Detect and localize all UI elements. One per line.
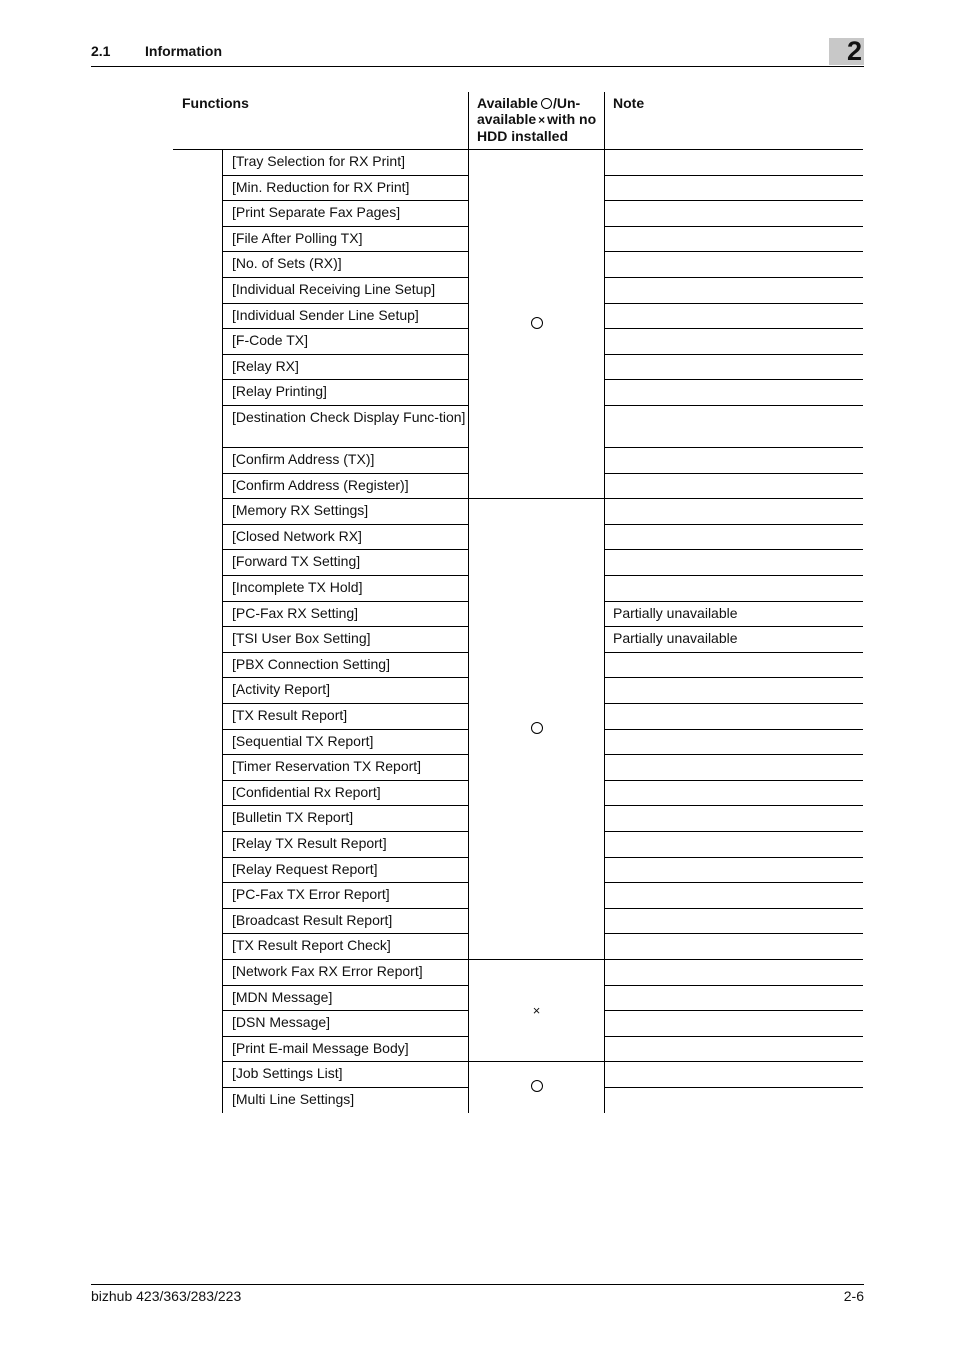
function-name: [Tray Selection for RX Print]: [232, 153, 405, 169]
function-name: [Job Settings List]: [232, 1065, 343, 1082]
column-rule: [468, 92, 469, 1113]
function-name: [Relay RX]: [232, 357, 299, 374]
column-header-functions: Functions: [182, 95, 249, 111]
unavailable-mark: [469, 1002, 604, 1018]
function-name: [Individual Sender Line Setup]: [232, 306, 419, 323]
table-row: [223, 575, 863, 601]
function-name: [TX Result Report Check]: [232, 937, 391, 954]
no-hdd-label: with no HDD installed: [477, 111, 597, 144]
available-label: Available: [477, 95, 538, 111]
table-row: [223, 549, 863, 575]
function-name: [Timer Reservation TX Report]: [232, 758, 422, 775]
function-name: [Closed Network RX]: [232, 527, 362, 544]
table-row: [223, 251, 863, 277]
circle-icon: [531, 722, 543, 734]
function-name: [MDN Message]: [232, 988, 333, 1005]
function-name: [TSI User Box Setting]: [232, 630, 371, 647]
function-name: [Confirm Address (TX)]: [232, 451, 375, 467]
function-name: [Confidential Rx Report]: [232, 783, 381, 800]
column-rule: [604, 92, 605, 1113]
section-number: 2.1: [91, 43, 111, 59]
function-note: Partially unavailable: [613, 630, 738, 647]
function-name: [Incomplete TX Hold]: [232, 579, 363, 595]
function-name: [DSN Message]: [232, 1014, 331, 1031]
cross-icon: ×: [538, 113, 546, 127]
table-row: [223, 626, 863, 652]
table-row: [223, 498, 863, 524]
table-row: [223, 652, 863, 678]
function-name: [Memory RX Settings]: [232, 502, 369, 519]
function-name: [Print E-mail Message Body]: [232, 1039, 409, 1056]
function-name: [Print Separate Fax Pages]: [232, 204, 401, 221]
chapter-number: 2: [846, 36, 862, 66]
table-row: [223, 601, 863, 627]
function-name: [PBX Connection Setting]: [232, 655, 390, 672]
table-row: [223, 149, 863, 175]
table-row: [223, 354, 863, 380]
function-note: Partially unavailable: [613, 604, 738, 621]
cross-icon: ×: [532, 1003, 541, 1019]
table-row: [223, 805, 863, 831]
table-row: [223, 933, 863, 959]
table-row: [223, 473, 863, 499]
table-row: [223, 328, 863, 354]
chapter-tab: [829, 38, 864, 65]
function-name: [Individual Receiving Line Setup]: [232, 281, 436, 297]
table-row: [223, 226, 863, 252]
circle-icon: [531, 317, 543, 329]
table-row: [223, 447, 863, 473]
page-footer: [91, 1284, 864, 1304]
table-row: [223, 831, 863, 857]
function-name: [Relay Request Report]: [232, 860, 378, 877]
available-mark: [469, 316, 604, 332]
table-row: [223, 882, 863, 908]
function-name: [PC-Fax TX Error Report]: [232, 886, 390, 903]
footer-page-number: 2-6: [843, 1288, 864, 1304]
function-name: [Activity Report]: [232, 681, 331, 698]
section-title: Information: [145, 43, 222, 59]
function-name: [Multi Line Settings]: [232, 1091, 355, 1107]
table-row: [223, 277, 863, 303]
function-name: [Sequential TX Report]: [232, 732, 374, 749]
table-row: [223, 908, 863, 934]
function-name: [Forward TX Setting]: [232, 553, 361, 570]
available-mark: [469, 721, 604, 737]
table-row: [223, 1036, 863, 1062]
table-row: [223, 959, 863, 985]
function-name: [Relay Printing]: [232, 383, 327, 400]
function-name: [Broadcast Result Report]: [232, 911, 393, 928]
circle-icon: [541, 98, 552, 109]
function-name: [Min. Reduction for RX Print]: [232, 178, 410, 195]
page-header: [91, 36, 864, 67]
function-name: [TX Result Report]: [232, 707, 348, 723]
available-mark: [469, 1079, 604, 1095]
table-row: [223, 175, 863, 201]
table-row: [223, 200, 863, 226]
column-header-note: Note: [613, 95, 645, 111]
table-row: [223, 379, 863, 405]
function-name: [Network Fax RX Error Report]: [232, 963, 423, 979]
function-name: [Destination Check Display Func-tion]: [232, 409, 466, 425]
function-name: [No. of Sets (RX)]: [232, 255, 342, 272]
table-row: [223, 857, 863, 883]
table-row: [223, 780, 863, 806]
function-name: [Confirm Address (Register)]: [232, 476, 409, 493]
column-header-availability: [477, 95, 599, 144]
circle-icon: [531, 1080, 543, 1092]
table-row: [223, 677, 863, 703]
function-name: [File After Polling TX]: [232, 229, 363, 246]
column-rule: [222, 149, 223, 1113]
function-name: [F-Code TX]: [232, 332, 308, 349]
table-row: [223, 405, 863, 447]
function-name: [Relay TX Result Report]: [232, 835, 387, 851]
table-row: [223, 524, 863, 550]
unavailable-label: /Un-available: [477, 95, 581, 127]
function-name: [Bulletin TX Report]: [232, 809, 354, 826]
function-name: [PC-Fax RX Setting]: [232, 604, 359, 621]
table-row: [223, 754, 863, 780]
footer-model: bizhub 423/363/283/223: [91, 1288, 242, 1304]
